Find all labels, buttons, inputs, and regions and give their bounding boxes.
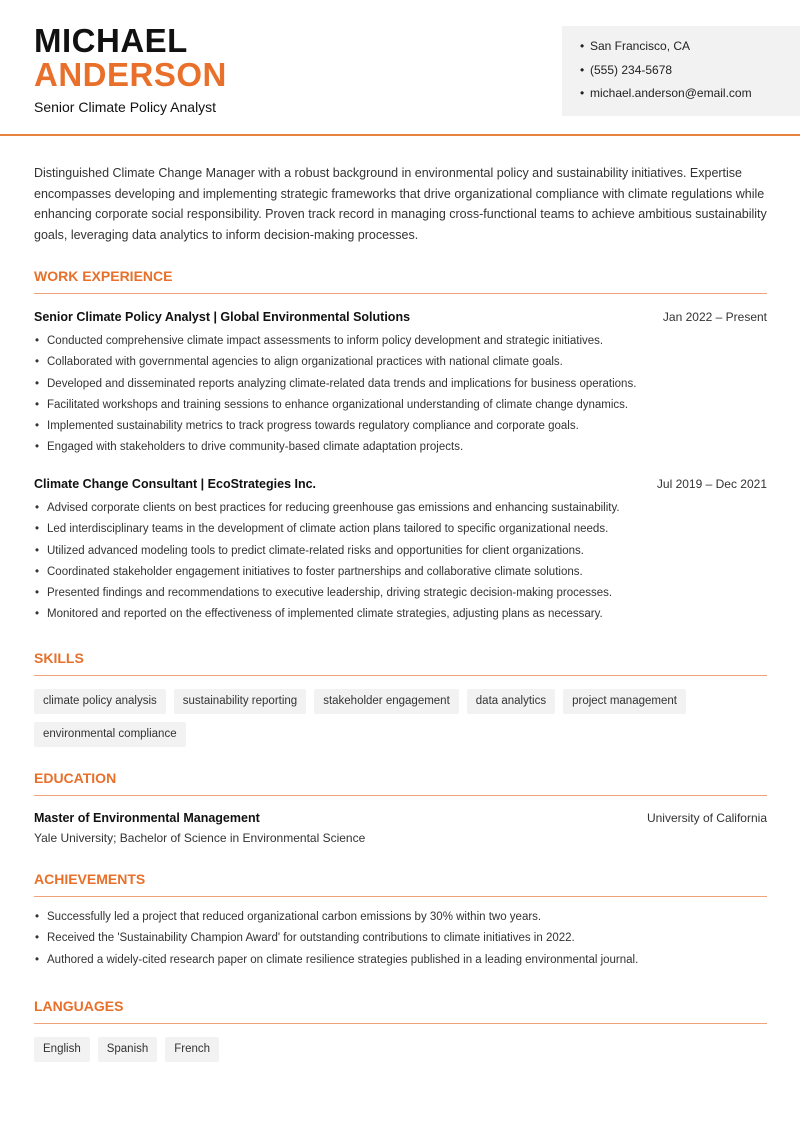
last-name: ANDERSON [34,56,227,93]
job-header [34,477,767,491]
skill-tag: climate policy analysis [34,689,166,714]
work-experience-section [34,268,767,294]
list-item: • Conducted comprehensive climate impact assessments to inform policy development and strategic initiatives. [34,331,767,352]
skills-section [34,650,767,747]
summary-section [34,163,767,246]
section-title-work: WORK EXPERIENCE [34,268,767,294]
phone-text: (555) 234-5678 [590,62,673,77]
job-header [34,310,767,324]
job-bullets [34,331,767,459]
list-item: • Monitored and reported on the effectiveness of implemented climate strategies, adjusting plans as necessary. [34,604,767,625]
skill-tag: data analytics [467,689,555,714]
job-date: Jul 2019 – Dec 2021 [656,477,767,491]
job-entry [34,477,767,626]
list-item: • Developed and disseminated reports analyzing climate-related data trends and implications for business operations. [34,374,767,395]
list-item: • Engaged with stakeholders to drive community-based climate adaptation projects. [34,437,767,458]
list-item: • Received the 'Sustainability Champion Award' for outstanding contributions to climate initiatives in 2022. [34,928,767,949]
list-item: • Led interdisciplinary teams in the development of climate action plans tailored to specific organizational needs. [34,519,767,540]
job-entry [34,310,767,459]
education-detail: Yale University; Bachelor of Science in Environmental Science [34,831,366,845]
email-text: michael.anderson@email.com [590,86,752,100]
contact-phone [580,62,800,86]
job-date: Jan 2022 – Present [662,310,767,324]
education-school: University of California [646,811,767,825]
list-item: • Collaborated with governmental agencies to align organizational practices with national climate goals. [34,352,767,373]
skills-tags [34,689,767,747]
education-section [34,770,767,845]
job-role: Climate Change Consultant | EcoStrategies Inc. [34,477,317,491]
contact-email [580,85,800,109]
bullet-icon: • [580,86,585,100]
bullet-icon: • [580,62,585,77]
skill-tag: stakeholder engagement [314,689,459,714]
languages-section [34,998,767,1062]
achievements-list [34,907,767,971]
list-item: • Successfully led a project that reduced organizational carbon emissions by 30% within two years. [34,907,767,928]
skill-tag: project management [563,689,686,714]
skill-tag: sustainability reporting [174,689,306,714]
list-item: • Advised corporate clients on best practices for reducing greenhouse gas emissions and enhancing sustainability. [34,498,767,519]
education-degree: Master of Environmental Management [34,811,260,825]
location-text: San Francisco, CA [590,39,691,53]
list-item: • Utilized advanced modeling tools to predict climate-related risks and opportunities for client organizations. [34,541,767,562]
section-title-achievements: ACHIEVEMENTS [34,871,767,897]
language-tag: Spanish [98,1037,158,1062]
list-item: • Coordinated stakeholder engagement initiatives to foster partnerships and collaborative climate solutions. [34,562,767,583]
language-tag: French [165,1037,219,1062]
languages-tags [34,1037,767,1062]
list-item: • Authored a widely-cited research paper on climate resilience strategies published in a leading environmental journal. [34,950,767,971]
list-item: • Implemented sustainability metrics to track progress towards regulatory compliance and corporate goals. [34,416,767,437]
bullet-icon: • [580,39,585,53]
section-title-skills: SKILLS [34,650,767,676]
job-title: Senior Climate Policy Analyst [34,99,217,115]
resume-header [0,0,800,136]
achievements-section [34,871,767,971]
skill-tag: environmental compliance [34,722,186,747]
job-bullets [34,498,767,626]
list-item: • Presented findings and recommendations to executive leadership, driving strategic decision-making processes. [34,583,767,604]
section-title-education: EDUCATION [34,770,767,796]
contact-box [562,26,800,116]
language-tag: English [34,1037,90,1062]
job-role: Senior Climate Policy Analyst | Global Environmental Solutions [34,310,411,324]
contact-location [580,38,800,62]
summary-text: Distinguished Climate Change Manager with a robust background in environmental policy and sustainability initiatives. Expertise encompasses developing and implementing strategic frameworks that drive organizational compliance with climate regulations while enhancing corporate social responsibility. Proven track record in managing cross-functional teams to achieve ambitious sustainability goals, leveraging data analytics to inform decision-making processes. [34,166,767,243]
education-header [34,811,767,825]
section-title-languages: LANGUAGES [34,998,767,1024]
list-item: • Facilitated workshops and training sessions to enhance organizational understanding of climate change dynamics. [34,395,767,416]
first-name: MICHAEL [34,22,188,59]
